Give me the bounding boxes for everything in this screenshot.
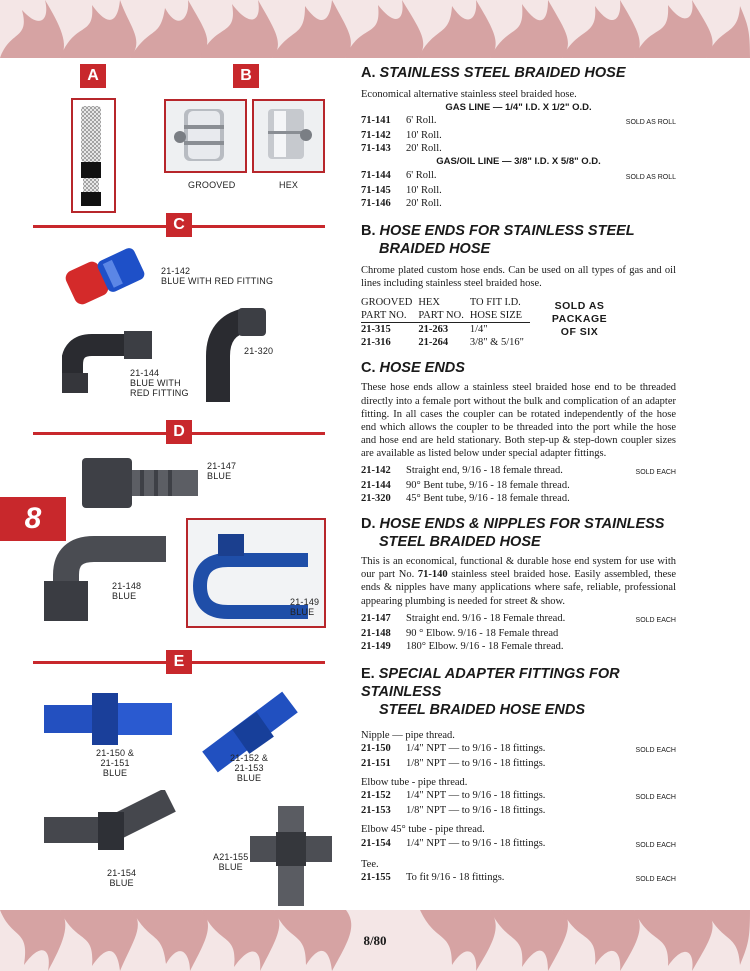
part-number: 21-150 (361, 743, 391, 754)
table-cell: 1/4" (469, 324, 488, 336)
col-fit: TO FIT I.D. (469, 297, 521, 309)
product-row (361, 627, 676, 640)
section-d-intro: This is an economical, functional & durable hose end system for use with our part No. 71-140 stainless steel braided hose. Easily assembled, these ends & nipples have many applications where safe, reliable, professional appearing plumbing is needed for street & show. (361, 556, 676, 607)
sold-note (608, 804, 676, 817)
sold-note (608, 627, 676, 640)
product-row (361, 492, 676, 505)
product-row (361, 129, 676, 142)
product-row (361, 142, 676, 155)
section-c-list (361, 464, 676, 505)
product-row (361, 871, 676, 886)
col-hex: HEX (418, 297, 440, 309)
description: 45° Bent tube, 9/16 - 18 female thread. (406, 493, 570, 505)
sold-as-package: SOLD AS PACKAGE OF SIX (551, 300, 608, 339)
section-c-intro: These hose ends allow a stainless steel braided hose end to be threaded directly into a female port without the bulk and complication of an adapter fitting. In all cases the coupler can be rotated independently of the hose end which allows the coupler to be threaded into the port while the hose and hose end are held stationary. Both step-up & step-down coupler sizes are available as listed below under special adapter fittings. (361, 382, 676, 459)
badge-d: D (166, 420, 192, 444)
sold-note: SOLD EACH (635, 794, 676, 802)
section-a-title: A. STAINLESS STEEL BRAIDED HOSE (361, 65, 626, 81)
caption-d1: 21-147 BLUE (207, 461, 237, 482)
product-row (361, 612, 676, 627)
part-number: 21-149 (361, 640, 391, 652)
section-e-list1 (361, 742, 676, 770)
section-e-list2 (361, 789, 676, 817)
caption-d2: 21-148 BLUE (112, 581, 142, 602)
sold-note: SOLD EACH (635, 468, 676, 476)
description: Straight end, 9/16 - 18 female thread. (406, 464, 563, 476)
description: 1/4" NPT — to 9/16 - 18 fittings. (406, 837, 546, 849)
caption-hex: HEX (279, 180, 299, 190)
group-nipple: Nipple — pipe thread. (361, 729, 455, 741)
caption-c2: 21-320 (244, 346, 274, 356)
page-number: 8/80 (363, 933, 387, 948)
table-cell: 3/8" & 5/16" (469, 337, 524, 349)
description: 90° Bent tube, 9/16 - 18 female thread. (406, 480, 570, 492)
section-e-title: E. SPECIAL ADAPTER FITTINGS FOR STAINLESS STEEL BRAIDED HOSE ENDS (361, 665, 620, 718)
sold-note: SOLD EACH (635, 747, 676, 754)
caption-c3: 21-144 BLUE WITH RED FITTING (130, 368, 189, 399)
hex-clamp-icon (254, 101, 322, 169)
fitting-21-147-icon (82, 452, 202, 512)
section-b-intro: Chrome plated custom hose ends. Can be used on all types of gas and oil lines including stainless steel braided hose. (361, 264, 676, 289)
description: 10' Roll. (406, 130, 442, 142)
product-row (361, 169, 676, 184)
sold-note (608, 492, 676, 505)
col-grooved: GROOVED (361, 297, 413, 309)
sold-note (608, 142, 676, 155)
section-c-title: C. HOSE ENDS (361, 360, 465, 377)
part-number: 21-151 (361, 758, 391, 770)
description: 1/4" NPT — to 9/16 - 18 fittings. (406, 743, 546, 754)
part-number: 21-142 (361, 464, 391, 476)
image-hex-hose-end (252, 99, 325, 173)
image-braided-hose (71, 98, 116, 213)
product-row (361, 837, 676, 852)
product-row (361, 789, 676, 804)
description: 6' Roll. (406, 169, 437, 181)
description: 180° Elbow. 9/16 - 18 Female thread. (406, 640, 564, 652)
braided-hose-icon (73, 100, 113, 210)
sold-note (608, 640, 676, 653)
sold-note (608, 757, 676, 770)
grooved-clamp-icon (166, 101, 244, 169)
part-number: 21-153 (361, 805, 391, 817)
description: 1/8" NPT — to 9/16 - 18 fittings. (406, 805, 546, 817)
section-a-sub1: GAS LINE — 1/4" I.D. X 1/2" O.D. (445, 102, 592, 114)
description: 6' Roll. (406, 115, 437, 127)
part-number: 21-154 (361, 837, 391, 849)
caption-e2: 21-152 & 21-153 BLUE (230, 753, 269, 784)
table-row (361, 336, 530, 349)
sold-note (608, 197, 676, 210)
group-elbow45: Elbow 45° tube - pipe thread. (361, 824, 485, 836)
part-number: 21-147 (361, 612, 391, 624)
description: 10' Roll. (406, 184, 442, 196)
caption-e3: 21-154 BLUE (107, 868, 137, 889)
col-grooved-sub: PART NO. (361, 309, 418, 323)
product-row (361, 114, 676, 129)
part-number: 71-146 (361, 197, 391, 209)
description: To fit 9/16 - 18 fittings. (406, 871, 505, 883)
section-b-table-wrap (361, 296, 676, 349)
fitting-21-150-icon (38, 683, 178, 753)
badge-a: A (80, 64, 106, 88)
sold-note: SOLD EACH (635, 875, 676, 883)
fitting-21-142-icon (65, 245, 155, 315)
catalog-text-column (361, 64, 676, 886)
fitting-21-154-icon (40, 790, 180, 880)
caption-e4: A21-155 BLUE (213, 852, 249, 873)
section-b-title: B. HOSE ENDS FOR STAINLESS STEEL BRAIDED HOSE (361, 222, 635, 257)
badge-c: C (166, 213, 192, 237)
product-row (361, 804, 676, 817)
part-number: 21-155 (361, 871, 391, 883)
product-row (361, 464, 676, 479)
product-row (361, 184, 676, 197)
description: 20' Roll. (406, 143, 442, 155)
sold-note: SOLD AS ROLL (625, 173, 676, 181)
sold-note (608, 184, 676, 197)
caption-e1: 21-150 & 21-151 BLUE (96, 748, 135, 779)
table-cell: 21-264 (418, 337, 449, 349)
part-number: 71-141 (361, 115, 391, 127)
caption-d3: 21-149 BLUE (290, 597, 320, 618)
sold-note: SOLD EACH (635, 841, 676, 849)
description: 20' Roll. (406, 197, 442, 209)
description: 90 ° Elbow. 9/16 - 18 Female thread (406, 627, 559, 639)
flame-border-top (0, 0, 750, 58)
sold-note: SOLD EACH (635, 616, 676, 624)
table-cell: 21-316 (361, 337, 391, 349)
badge-b: B (233, 64, 259, 88)
part-number: 21-144 (361, 480, 391, 492)
badge-e: E (166, 650, 192, 674)
table-cell: 21-263 (418, 324, 449, 336)
sold-note: SOLD AS ROLL (625, 119, 676, 127)
part-number: 21-148 (361, 627, 391, 639)
product-row (361, 479, 676, 492)
product-row (361, 197, 676, 210)
sold-note (608, 479, 676, 492)
col-hex-sub: PART NO. (418, 309, 469, 323)
part-number: 71-144 (361, 169, 391, 181)
section-b-rows (361, 323, 530, 350)
section-a-list2 (361, 169, 676, 210)
part-number: 71-143 (361, 143, 391, 155)
fitting-21-155-icon (246, 802, 336, 912)
part-number: 71-145 (361, 184, 391, 196)
group-tee: Tee. (361, 858, 379, 870)
table-row (361, 323, 530, 337)
caption-c1: 21-142 BLUE WITH RED FITTING (161, 266, 274, 287)
section-a-intro: Economical alternative stainless steel braided hose. (361, 89, 577, 100)
section-e-list4 (361, 871, 676, 886)
table-cell: 21-315 (361, 324, 391, 336)
caption-grooved: GROOVED (188, 180, 236, 190)
product-row (361, 757, 676, 770)
part-number: 21-152 (361, 790, 391, 802)
description: 1/4" NPT — to 9/16 - 18 fittings. (406, 790, 546, 802)
part-number: 71-142 (361, 130, 391, 142)
section-tab: 8 (0, 497, 66, 541)
product-row (361, 640, 676, 653)
section-e-list3 (361, 837, 676, 852)
product-row (361, 742, 676, 757)
col-fit-sub: HOSE SIZE (470, 309, 530, 323)
part-number: 21-320 (361, 493, 391, 505)
image-grooved-hose-end (164, 99, 247, 173)
sold-note (608, 129, 676, 142)
section-a-list1 (361, 114, 676, 155)
section-d-title: D. HOSE ENDS & NIPPLES FOR STAINLESS STEEL BRAIDED HOSE (361, 516, 665, 551)
section-b-table (361, 296, 530, 349)
section-a-sub2: GAS/OIL LINE — 3/8" I.D. X 5/8" O.D. (436, 156, 601, 168)
description: Straight end. 9/16 - 18 Female thread. (406, 612, 566, 624)
description: 1/8" NPT — to 9/16 - 18 fittings. (406, 758, 546, 770)
fitting-21-148-icon (40, 525, 170, 625)
group-elbow: Elbow tube - pipe thread. (361, 777, 468, 789)
section-d-list (361, 612, 676, 653)
